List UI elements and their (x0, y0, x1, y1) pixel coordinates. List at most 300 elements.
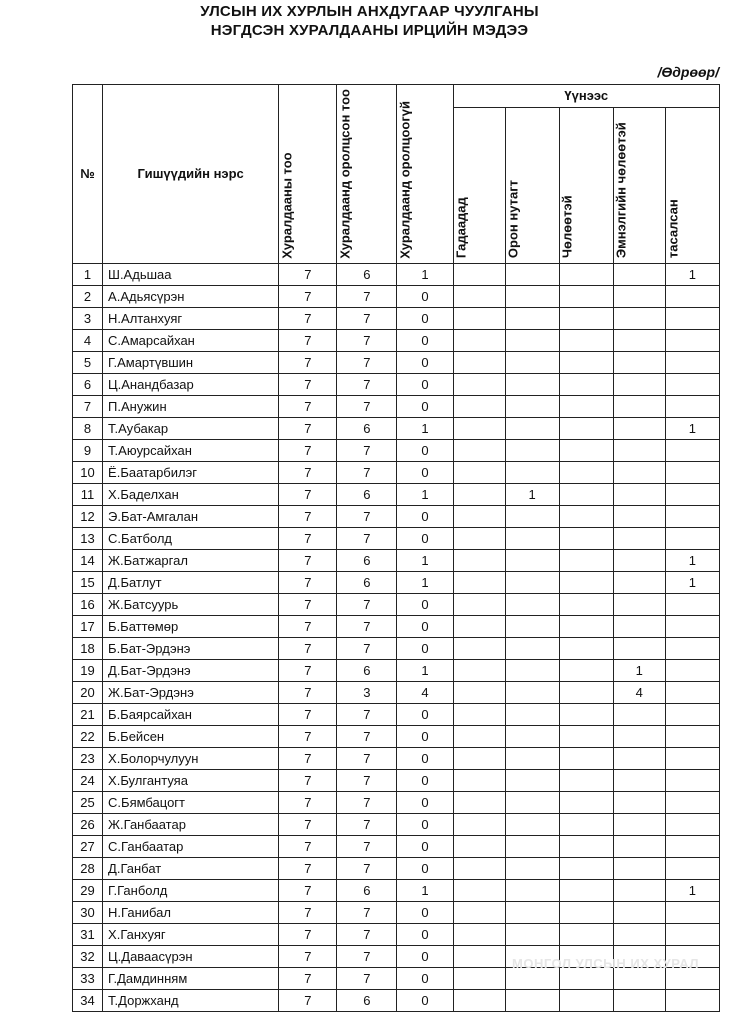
cell-sessions: 7 (279, 967, 337, 989)
cell-attended: 6 (337, 483, 397, 505)
cell-abroad (453, 615, 505, 637)
cell-local (505, 571, 559, 593)
cell-local (505, 615, 559, 637)
cell-truant (665, 703, 719, 725)
cell-truant (665, 923, 719, 945)
cell-sessions: 7 (279, 461, 337, 483)
cell-sessions: 7 (279, 285, 337, 307)
cell-absent: 4 (397, 681, 453, 703)
table-row (73, 527, 720, 549)
cell-sessions: 7 (279, 263, 337, 285)
cell-sick (613, 307, 665, 329)
title-line-1: УЛСЫН ИХ ХУРЛЫН АНХДУГААР ЧУУЛГАНЫ (200, 3, 539, 20)
cell-attended: 7 (337, 945, 397, 967)
cell-name: Ж.Ганбаатар (103, 813, 279, 835)
cell-attended: 6 (337, 659, 397, 681)
table-row (73, 285, 720, 307)
cell-leave (559, 681, 613, 703)
cell-leave (559, 901, 613, 923)
cell-sessions: 7 (279, 615, 337, 637)
cell-leave (559, 703, 613, 725)
cell-truant (665, 307, 719, 329)
cell-name: Э.Бат-Амгалан (103, 505, 279, 527)
cell-leave (559, 285, 613, 307)
cell-absent: 0 (397, 285, 453, 307)
cell-truant: 1 (665, 879, 719, 901)
cell-abroad (453, 857, 505, 879)
cell-absent: 0 (397, 857, 453, 879)
cell-leave (559, 351, 613, 373)
cell-absent: 0 (397, 329, 453, 351)
cell-no: 20 (73, 681, 103, 703)
header-absent (397, 85, 453, 264)
cell-sessions: 7 (279, 395, 337, 417)
cell-sessions: 7 (279, 725, 337, 747)
cell-attended: 7 (337, 769, 397, 791)
cell-no: 16 (73, 593, 103, 615)
table-row (73, 395, 720, 417)
cell-local (505, 879, 559, 901)
cell-abroad (453, 373, 505, 395)
cell-no: 10 (73, 461, 103, 483)
table-row (73, 439, 720, 461)
cell-leave (559, 549, 613, 571)
cell-attended: 7 (337, 373, 397, 395)
cell-sessions: 7 (279, 703, 337, 725)
cell-local (505, 505, 559, 527)
cell-attended: 7 (337, 747, 397, 769)
cell-name: С.Ганбаатар (103, 835, 279, 857)
cell-truant (665, 461, 719, 483)
cell-absent: 0 (397, 923, 453, 945)
cell-sick (613, 263, 665, 285)
cell-absent: 0 (397, 945, 453, 967)
cell-attended: 7 (337, 857, 397, 879)
cell-attended: 6 (337, 879, 397, 901)
cell-absent: 1 (397, 571, 453, 593)
table-row (73, 351, 720, 373)
cell-attended: 7 (337, 923, 397, 945)
header-truant (665, 107, 719, 263)
cell-sessions: 7 (279, 571, 337, 593)
cell-name: Б.Баярсайхан (103, 703, 279, 725)
cell-absent: 0 (397, 439, 453, 461)
cell-sick (613, 395, 665, 417)
cell-sick (613, 791, 665, 813)
cell-attended: 7 (337, 395, 397, 417)
cell-abroad (453, 725, 505, 747)
cell-sessions: 7 (279, 747, 337, 769)
cell-absent: 0 (397, 703, 453, 725)
cell-sick (613, 593, 665, 615)
header-local (505, 107, 559, 263)
table-row (73, 329, 720, 351)
cell-leave (559, 813, 613, 835)
table-row (73, 505, 720, 527)
cell-no: 26 (73, 813, 103, 835)
cell-sick (613, 483, 665, 505)
cell-attended: 6 (337, 263, 397, 285)
cell-name: Г.Ганболд (103, 879, 279, 901)
table-row (73, 879, 720, 901)
cell-truant (665, 329, 719, 351)
header-number: № (73, 85, 103, 264)
cell-local (505, 901, 559, 923)
cell-leave (559, 263, 613, 285)
cell-sick (613, 725, 665, 747)
cell-name: С.Бямбацогт (103, 791, 279, 813)
cell-sessions: 7 (279, 373, 337, 395)
cell-abroad (453, 637, 505, 659)
cell-local (505, 307, 559, 329)
cell-name: Х.Ганхуяг (103, 923, 279, 945)
cell-attended: 7 (337, 593, 397, 615)
cell-attended: 6 (337, 549, 397, 571)
cell-sessions: 7 (279, 351, 337, 373)
cell-attended: 3 (337, 681, 397, 703)
cell-abroad (453, 285, 505, 307)
cell-leave (559, 835, 613, 857)
cell-local (505, 329, 559, 351)
cell-abroad (453, 835, 505, 857)
header-abroad (453, 107, 505, 263)
table-row (73, 615, 720, 637)
table-row (73, 681, 720, 703)
cell-attended: 7 (337, 439, 397, 461)
cell-local (505, 263, 559, 285)
cell-absent: 1 (397, 659, 453, 681)
cell-no: 21 (73, 703, 103, 725)
cell-leave (559, 395, 613, 417)
cell-leave (559, 527, 613, 549)
cell-absent: 0 (397, 835, 453, 857)
cell-sick (613, 769, 665, 791)
cell-leave (559, 769, 613, 791)
cell-attended: 7 (337, 967, 397, 989)
watermark-text: МОНГОЛ УЛСЫН ИХ ХУРАЛ (512, 956, 699, 971)
cell-local (505, 373, 559, 395)
cell-sick (613, 505, 665, 527)
cell-no: 9 (73, 439, 103, 461)
cell-local (505, 791, 559, 813)
cell-absent: 0 (397, 901, 453, 923)
cell-truant (665, 901, 719, 923)
cell-name: Ц.Анандбазар (103, 373, 279, 395)
header-sick-leave (613, 107, 665, 263)
cell-absent: 0 (397, 637, 453, 659)
cell-leave (559, 439, 613, 461)
cell-attended: 7 (337, 351, 397, 373)
cell-local (505, 703, 559, 725)
table-row (73, 307, 720, 329)
header-sick-leave-label: Эмнэлгийн чөлөөтэй (613, 122, 629, 259)
cell-no: 34 (73, 989, 103, 1011)
cell-absent: 0 (397, 989, 453, 1011)
cell-no: 30 (73, 901, 103, 923)
cell-truant (665, 835, 719, 857)
cell-name: Х.Болорчулуун (103, 747, 279, 769)
table-row (73, 725, 720, 747)
table-row (73, 659, 720, 681)
cell-sessions: 7 (279, 945, 337, 967)
cell-name: Т.Аюурсайхан (103, 439, 279, 461)
cell-local (505, 461, 559, 483)
cell-sick (613, 813, 665, 835)
cell-local: 1 (505, 483, 559, 505)
cell-sessions: 7 (279, 857, 337, 879)
cell-absent: 0 (397, 769, 453, 791)
cell-local (505, 681, 559, 703)
cell-no: 33 (73, 967, 103, 989)
cell-truant (665, 769, 719, 791)
cell-truant (665, 373, 719, 395)
cell-name: Н.Ганибал (103, 901, 279, 923)
cell-no: 29 (73, 879, 103, 901)
cell-absent: 0 (397, 505, 453, 527)
header-sessions-label: Хуралдааны тоо (279, 152, 295, 259)
cell-attended: 7 (337, 703, 397, 725)
cell-abroad (453, 263, 505, 285)
cell-abroad (453, 351, 505, 373)
cell-sessions: 7 (279, 439, 337, 461)
cell-truant (665, 637, 719, 659)
cell-no: 4 (73, 329, 103, 351)
cell-leave (559, 659, 613, 681)
cell-sick (613, 747, 665, 769)
cell-leave (559, 725, 613, 747)
cell-attended: 7 (337, 307, 397, 329)
header-sessions (279, 85, 337, 264)
cell-abroad (453, 527, 505, 549)
cell-name: Ж.Батсуурь (103, 593, 279, 615)
cell-leave (559, 593, 613, 615)
cell-name: Х.Баделхан (103, 483, 279, 505)
header-attended-label: Хуралдаанд оролцсон тоо (337, 89, 353, 259)
table-header (73, 85, 720, 264)
cell-no: 3 (73, 307, 103, 329)
cell-abroad (453, 549, 505, 571)
table-row (73, 923, 720, 945)
cell-local (505, 857, 559, 879)
cell-attended: 7 (337, 461, 397, 483)
cell-local (505, 439, 559, 461)
cell-abroad (453, 769, 505, 791)
table-row (73, 989, 720, 1011)
cell-abroad (453, 395, 505, 417)
cell-local (505, 747, 559, 769)
cell-sessions: 7 (279, 637, 337, 659)
cell-leave (559, 747, 613, 769)
cell-sessions: 7 (279, 989, 337, 1011)
cell-absent: 0 (397, 791, 453, 813)
cell-absent: 0 (397, 813, 453, 835)
cell-absent: 0 (397, 725, 453, 747)
cell-no: 28 (73, 857, 103, 879)
cell-name: Х.Булгантуяа (103, 769, 279, 791)
cell-truant: 1 (665, 549, 719, 571)
cell-truant (665, 857, 719, 879)
cell-leave (559, 373, 613, 395)
cell-abroad (453, 813, 505, 835)
cell-truant (665, 395, 719, 417)
cell-no: 14 (73, 549, 103, 571)
cell-truant (665, 747, 719, 769)
header-truant-label: тасалсан (665, 199, 681, 259)
cell-no: 11 (73, 483, 103, 505)
cell-local (505, 285, 559, 307)
cell-truant (665, 989, 719, 1011)
cell-absent: 1 (397, 263, 453, 285)
cell-name: Ё.Баатарбилэг (103, 461, 279, 483)
cell-no: 27 (73, 835, 103, 857)
table-row (73, 901, 720, 923)
cell-name: Н.Алтанхуяг (103, 307, 279, 329)
cell-local (505, 923, 559, 945)
cell-absent: 0 (397, 527, 453, 549)
cell-abroad (453, 901, 505, 923)
cell-attended: 7 (337, 725, 397, 747)
cell-leave (559, 637, 613, 659)
cell-attended: 6 (337, 571, 397, 593)
cell-sessions: 7 (279, 307, 337, 329)
cell-abroad (453, 593, 505, 615)
cell-no: 6 (73, 373, 103, 395)
cell-truant (665, 659, 719, 681)
cell-local (505, 395, 559, 417)
cell-sessions: 7 (279, 593, 337, 615)
cell-abroad (453, 307, 505, 329)
cell-name: Б.Бат-Эрдэнэ (103, 637, 279, 659)
cell-sick: 4 (613, 681, 665, 703)
cell-truant (665, 527, 719, 549)
cell-name: Ц.Даваасүрэн (103, 945, 279, 967)
cell-leave (559, 615, 613, 637)
cell-truant (665, 351, 719, 373)
cell-truant (665, 725, 719, 747)
cell-leave (559, 791, 613, 813)
cell-local (505, 835, 559, 857)
table-row (73, 483, 720, 505)
header-abroad-label: Гадаадад (453, 197, 469, 259)
cell-absent: 1 (397, 483, 453, 505)
cell-attended: 7 (337, 505, 397, 527)
cell-no: 8 (73, 417, 103, 439)
cell-leave (559, 505, 613, 527)
header-leave (559, 107, 613, 263)
cell-absent: 0 (397, 307, 453, 329)
cell-attended: 7 (337, 329, 397, 351)
cell-absent: 0 (397, 373, 453, 395)
cell-attended: 7 (337, 791, 397, 813)
table-row (73, 637, 720, 659)
table-row (73, 461, 720, 483)
cell-attended: 7 (337, 637, 397, 659)
cell-truant (665, 285, 719, 307)
cell-absent: 1 (397, 549, 453, 571)
cell-abroad (453, 417, 505, 439)
cell-absent: 0 (397, 395, 453, 417)
cell-sessions: 7 (279, 901, 337, 923)
cell-no: 2 (73, 285, 103, 307)
cell-absent: 0 (397, 461, 453, 483)
unit-label: /Өдрөөр/ (657, 64, 719, 80)
cell-absent: 0 (397, 351, 453, 373)
cell-absent: 1 (397, 879, 453, 901)
header-attended (337, 85, 397, 264)
cell-sessions: 7 (279, 923, 337, 945)
cell-local (505, 769, 559, 791)
table-row (73, 703, 720, 725)
cell-attended: 7 (337, 615, 397, 637)
cell-leave (559, 461, 613, 483)
cell-truant: 1 (665, 571, 719, 593)
cell-no: 13 (73, 527, 103, 549)
cell-attended: 7 (337, 901, 397, 923)
cell-abroad (453, 571, 505, 593)
document-title (0, 2, 739, 40)
table-row (73, 571, 720, 593)
cell-sick (613, 549, 665, 571)
cell-name: Г.Дамдинням (103, 967, 279, 989)
cell-sick (613, 329, 665, 351)
cell-truant: 1 (665, 263, 719, 285)
cell-no: 7 (73, 395, 103, 417)
cell-truant (665, 681, 719, 703)
cell-no: 1 (73, 263, 103, 285)
cell-local (505, 989, 559, 1011)
cell-no: 24 (73, 769, 103, 791)
cell-absent: 0 (397, 967, 453, 989)
cell-local (505, 351, 559, 373)
cell-sick (613, 351, 665, 373)
cell-no: 12 (73, 505, 103, 527)
cell-abroad (453, 659, 505, 681)
cell-abroad (453, 461, 505, 483)
cell-sessions: 7 (279, 769, 337, 791)
cell-sessions: 7 (279, 417, 337, 439)
cell-abroad (453, 879, 505, 901)
cell-leave (559, 307, 613, 329)
cell-sick (613, 703, 665, 725)
cell-abroad (453, 989, 505, 1011)
table-row (73, 593, 720, 615)
cell-truant (665, 593, 719, 615)
cell-sick (613, 637, 665, 659)
cell-sessions: 7 (279, 483, 337, 505)
cell-attended: 6 (337, 989, 397, 1011)
table-row (73, 417, 720, 439)
cell-no: 15 (73, 571, 103, 593)
cell-name: С.Батболд (103, 527, 279, 549)
cell-sick (613, 989, 665, 1011)
cell-sick (613, 615, 665, 637)
cell-name: Ш.Адьшаа (103, 263, 279, 285)
cell-attended: 7 (337, 835, 397, 857)
cell-sessions: 7 (279, 659, 337, 681)
cell-local (505, 637, 559, 659)
cell-attended: 7 (337, 527, 397, 549)
cell-abroad (453, 703, 505, 725)
cell-sick (613, 527, 665, 549)
cell-name: Г.Амартүвшин (103, 351, 279, 373)
cell-truant (665, 505, 719, 527)
cell-attended: 7 (337, 813, 397, 835)
cell-absent: 0 (397, 615, 453, 637)
cell-sessions: 7 (279, 549, 337, 571)
cell-name: П.Анужин (103, 395, 279, 417)
cell-name: Ж.Бат-Эрдэнэ (103, 681, 279, 703)
cell-local (505, 593, 559, 615)
